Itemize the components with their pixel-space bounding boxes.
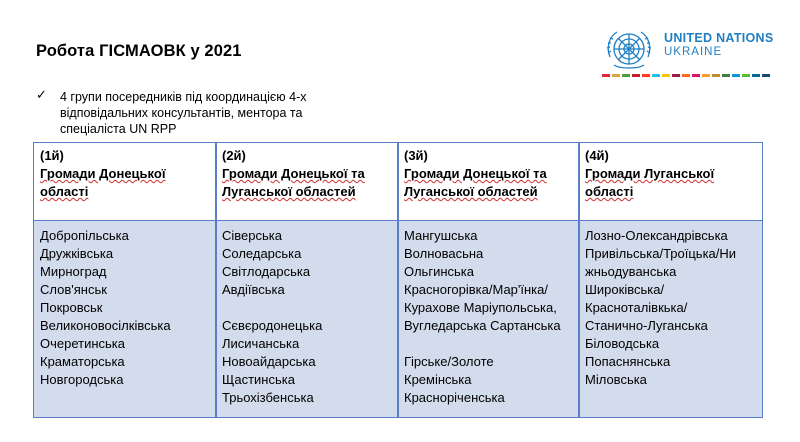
column-number: (1й): [40, 148, 64, 163]
list-item: Сєвєродонецька: [222, 318, 323, 333]
logo-line2: UKRAINE: [664, 46, 723, 58]
table-column-1: [34, 143, 215, 417]
column-items: [40, 227, 171, 389]
column-header: [222, 147, 387, 201]
list-item: Попаснянська: [585, 354, 671, 369]
un-emblem-icon: [600, 27, 658, 73]
list-item: Світлодарська: [222, 264, 311, 279]
column-items: [585, 227, 736, 389]
list-item: Волновасьна: [404, 246, 484, 261]
list-item: Мирноград: [40, 264, 107, 279]
list-item: Очеретинська: [40, 336, 126, 351]
list-spacer: [222, 299, 322, 317]
column-label: Громади Донецької та Луганської областей: [222, 166, 365, 199]
list-item: Мангушська: [404, 228, 478, 243]
groups-table: [33, 142, 763, 418]
list-item: Міловська: [585, 372, 647, 387]
list-item: Новгородська: [40, 372, 124, 387]
list-item: Широківська/: [585, 282, 665, 297]
table-column-3: [398, 143, 578, 417]
list-item: Красногорівка/Мар'їнка/: [404, 282, 548, 297]
list-item: Привільська/Троїцька/Ни: [585, 246, 737, 261]
column-items: [222, 227, 322, 407]
column-label: Громади Донецької та Луганської областей: [404, 166, 547, 199]
list-item: жньодуванська: [585, 264, 677, 279]
column-number: (3й): [404, 148, 428, 163]
list-item: Станично-Луганська: [585, 318, 708, 333]
list-item: Трьохізбенська: [222, 390, 314, 405]
page-title: Робота ГІСМАОВК у 2021: [36, 42, 242, 60]
column-label: Громади Луганської області: [585, 166, 715, 199]
list-item: Красноталівкька/: [585, 300, 688, 315]
un-logo: [600, 27, 780, 79]
list-item: Гірське/Золоте: [404, 354, 494, 369]
list-item: Слов'янськ: [40, 282, 107, 297]
column-number: (4й): [585, 148, 609, 163]
list-item: Покровськ: [40, 300, 103, 315]
list-item: Красноріченська: [404, 390, 505, 405]
list-item: Лисичанська: [222, 336, 300, 351]
list-item: Щастинська: [222, 372, 295, 387]
logo-line1: UNITED NATIONS: [664, 31, 774, 45]
column-header: [40, 147, 190, 201]
column-header: [404, 147, 569, 201]
list-item: Біловодська: [585, 336, 660, 351]
list-item: Авдіївська: [222, 282, 285, 297]
list-item: Сіверська: [222, 228, 282, 243]
list-item: Кремінська: [404, 372, 472, 387]
bullet-text: 4 групи посередників під координацією 4-х відповідальних консультантів, ментора та спеціаліста UN RPP: [60, 90, 307, 136]
list-item: Ольгинська: [404, 264, 474, 279]
column-number: (2й): [222, 148, 246, 163]
sdg-color-strip: [602, 74, 770, 77]
list-item: Вугледарська Сартанська: [404, 318, 561, 333]
table-column-4: [579, 143, 761, 417]
list-item: Великоновосілківська: [40, 318, 171, 333]
list-item: Курахове Маріупольська,: [404, 300, 557, 315]
column-header: [585, 147, 745, 201]
list-item: Новоайдарська: [222, 354, 316, 369]
column-label: Громади Донецької області: [40, 166, 166, 199]
list-item: Добропільська: [40, 228, 129, 243]
list-item: Краматорська: [40, 354, 125, 369]
column-items: [404, 227, 561, 407]
list-item: Лозно-Олександрівська: [585, 228, 728, 243]
list-spacer: [404, 335, 561, 353]
list-item: Соледарська: [222, 246, 302, 261]
list-item: Дружківська: [40, 246, 114, 261]
table-column-2: [216, 143, 397, 417]
checkmark-icon: ✓: [36, 87, 47, 102]
